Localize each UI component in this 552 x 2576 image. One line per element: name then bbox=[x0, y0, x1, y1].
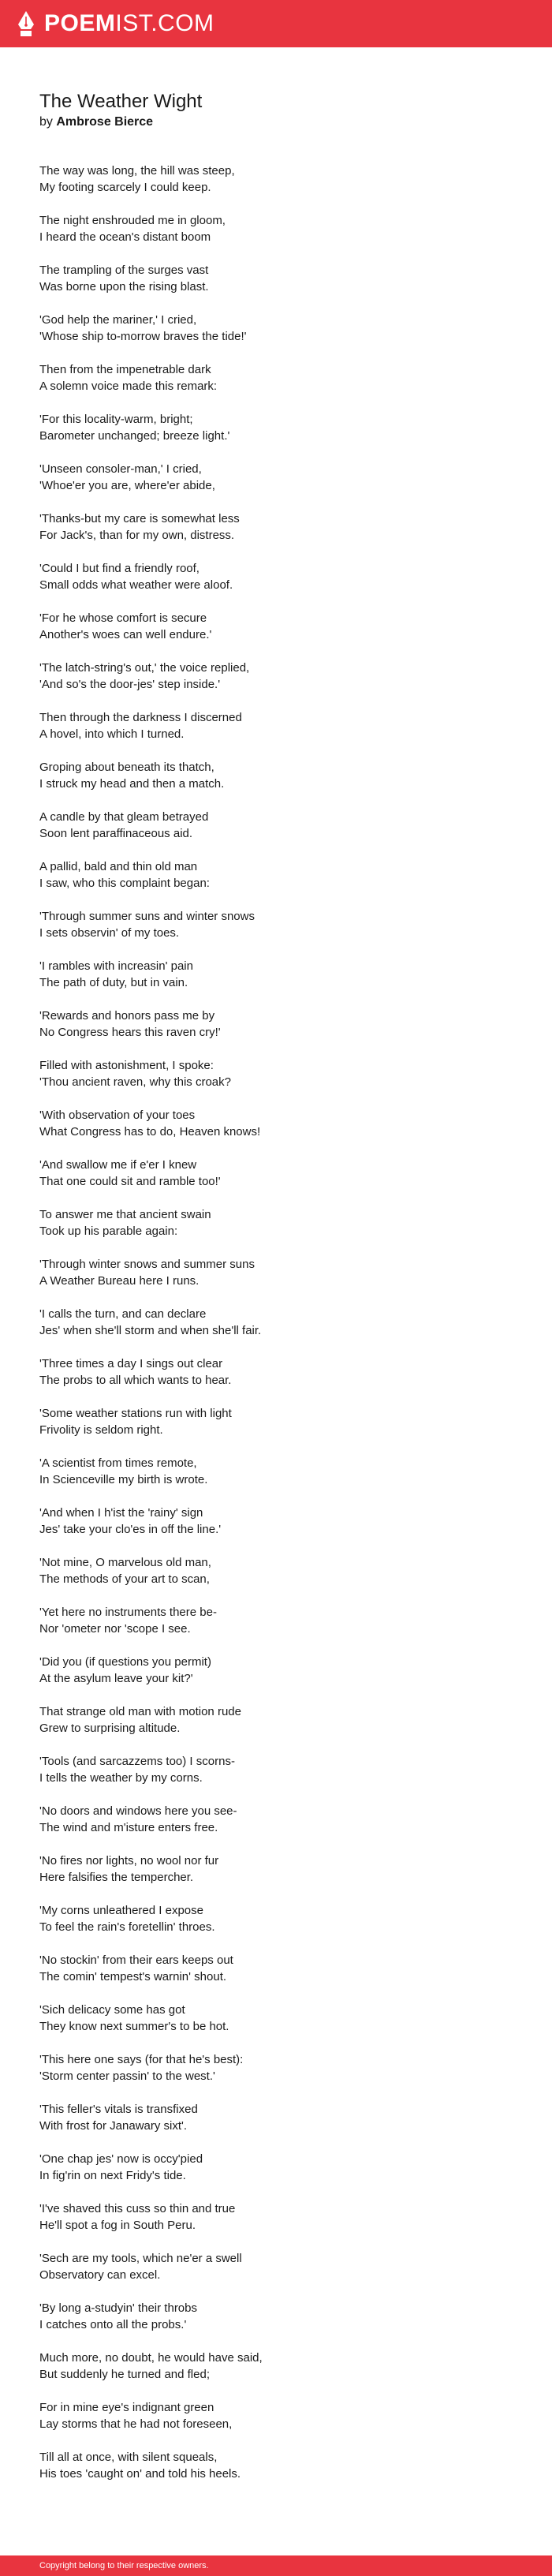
poem-line: I struck my head and then a match. bbox=[39, 777, 225, 791]
poem-line: 'And so's the door-jes' step inside.' bbox=[39, 678, 221, 691]
poem-line: The probs to all which wants to hear. bbox=[39, 1374, 232, 1387]
poem-line: To answer me that ancient swain bbox=[39, 1208, 211, 1221]
logo-bold-part: POEM bbox=[44, 10, 116, 36]
poem-line: 'A scientist from times remote, bbox=[39, 1456, 197, 1470]
poem-line: But suddenly he turned and fled; bbox=[39, 2368, 210, 2381]
poem-article bbox=[39, 91, 513, 2499]
poem-line: 'For this locality-warm, bright; bbox=[39, 413, 193, 426]
stanza bbox=[39, 2051, 513, 2084]
stanza bbox=[39, 1008, 513, 1041]
stanza bbox=[39, 1057, 513, 1090]
poem-line: Till all at once, with silent squeals, bbox=[39, 2451, 218, 2464]
stanza bbox=[39, 163, 513, 196]
stanza bbox=[39, 1405, 513, 1438]
poem-line: They know next summer's to be hot. bbox=[39, 2020, 229, 2033]
poem-line: Jes' take your clo'es in off the line.' bbox=[39, 1523, 222, 1536]
stanza bbox=[39, 610, 513, 643]
stanza bbox=[39, 2200, 513, 2234]
stanza bbox=[39, 958, 513, 991]
stanza bbox=[39, 1853, 513, 1886]
stanza bbox=[39, 1306, 513, 1339]
poem-line: 'And when I h'ist the 'rainy' sign bbox=[39, 1506, 203, 1520]
poem-line: With frost for Janawary sixt'. bbox=[39, 2119, 188, 2133]
poem-line: To feel the rain's foretellin' throes. bbox=[39, 1920, 215, 1934]
logo-light-part: IST.COM bbox=[115, 10, 214, 36]
stanza bbox=[39, 1753, 513, 1786]
stanza bbox=[39, 361, 513, 394]
poem-line: 'No doors and windows here you see- bbox=[39, 1804, 237, 1818]
stanza bbox=[39, 2101, 513, 2134]
poem-line: 'Rewards and honors pass me by bbox=[39, 1009, 215, 1023]
stanza bbox=[39, 1654, 513, 1687]
poem-line: 'Unseen consoler-man,' I cried, bbox=[39, 462, 202, 476]
stanza bbox=[39, 2300, 513, 2333]
stanza bbox=[39, 2399, 513, 2432]
poem-line: 'Did you (if questions you permit) bbox=[39, 1655, 211, 1669]
poem-line: Barometer unchanged; breeze light.' bbox=[39, 429, 230, 443]
stanza bbox=[39, 1902, 513, 1935]
poem-line: At the asylum leave your kit?' bbox=[39, 1672, 193, 1685]
poem-line: Filled with astonishment, I spoke: bbox=[39, 1059, 214, 1072]
stanza bbox=[39, 2250, 513, 2283]
stanza bbox=[39, 560, 513, 593]
poem-line: The trampling of the surges vast bbox=[39, 264, 209, 277]
poem-line: I heard the ocean's distant boom bbox=[39, 230, 211, 244]
poem-line: My footing scarcely I could keep. bbox=[39, 181, 211, 194]
stanza bbox=[39, 1604, 513, 1637]
poem-line: Nor 'ometer nor 'scope I see. bbox=[39, 1622, 191, 1636]
stanza bbox=[39, 1206, 513, 1239]
poem-line: 'The latch-string's out,' the voice replied, bbox=[39, 661, 250, 675]
poem-line: Jes' when she'll storm and when she'll fair. bbox=[39, 1324, 262, 1337]
poem-line: No Congress hears this raven cry!' bbox=[39, 1026, 221, 1039]
poem-line: The path of duty, but in vain. bbox=[39, 976, 188, 989]
stanza bbox=[39, 1157, 513, 1190]
stanza bbox=[39, 262, 513, 295]
poem-line: That strange old man with motion rude bbox=[39, 1705, 241, 1718]
poem-line: 'One chap jes' now is occy'pied bbox=[39, 2152, 203, 2166]
stanza bbox=[39, 858, 513, 892]
byline-prefix: by bbox=[39, 115, 53, 129]
poem-line: He'll spot a fog in South Peru. bbox=[39, 2219, 196, 2232]
poem-line: 'I've shaved this cuss so thin and true bbox=[39, 2202, 236, 2215]
stanza bbox=[39, 2151, 513, 2184]
stanza bbox=[39, 2350, 513, 2383]
copyright-notice: Copyright belong to their respective owners. bbox=[39, 2561, 209, 2570]
site-footer bbox=[0, 2555, 552, 2576]
poem-line: I saw, who this complaint began: bbox=[39, 877, 210, 890]
poem-body bbox=[39, 163, 513, 2482]
site-header bbox=[0, 0, 552, 47]
poem-line: 'No fires nor lights, no wool nor fur bbox=[39, 1854, 219, 1868]
poem-line: 'By long a-studyin' their throbs bbox=[39, 2301, 197, 2315]
poem-line: 'With observation of your toes bbox=[39, 1109, 196, 1122]
stanza bbox=[39, 1505, 513, 1538]
stanza bbox=[39, 660, 513, 693]
poem-line: 'Some weather stations run with light bbox=[39, 1407, 232, 1420]
stanza bbox=[39, 461, 513, 494]
poem-line: 'Three times a day I sings out clear bbox=[39, 1357, 223, 1370]
poem-line: That one could sit and ramble too!' bbox=[39, 1175, 221, 1188]
poem-line: 'Through summer suns and winter snows bbox=[39, 910, 255, 923]
poem-line: 'Whose ship to-morrow braves the tide!' bbox=[39, 330, 247, 343]
site-logo-link[interactable] bbox=[17, 0, 214, 47]
stanza bbox=[39, 1355, 513, 1389]
poem-line: 'God help the mariner,' I cried, bbox=[39, 313, 197, 327]
poem-line: I tells the weather by my corns. bbox=[39, 1771, 203, 1785]
site-logo-text bbox=[44, 12, 214, 36]
poem-line: 'And swallow me if e'er I knew bbox=[39, 1158, 197, 1172]
poem-line: 'Whoe'er you are, where'er abide, bbox=[39, 479, 215, 492]
poem-line: A hovel, into which I turned. bbox=[39, 727, 185, 741]
poem-line: 'Tools (and sarcazzems too) I scorns- bbox=[39, 1755, 235, 1768]
stanza bbox=[39, 1803, 513, 1836]
poem-line: 'Yet here no instruments there be- bbox=[39, 1606, 217, 1619]
poem-line: In Scienceville my birth is wrote. bbox=[39, 1473, 208, 1486]
author-name[interactable]: Ambrose Bierce bbox=[56, 115, 154, 129]
stanza bbox=[39, 2449, 513, 2482]
poem-line: A candle by that gleam betrayed bbox=[39, 810, 209, 824]
poem-line: Here falsifies the tempercher. bbox=[39, 1871, 194, 1884]
fountain-pen-nib-icon bbox=[17, 10, 35, 37]
stanza bbox=[39, 1554, 513, 1587]
stanza bbox=[39, 1703, 513, 1737]
poem-line: Groping about beneath its thatch, bbox=[39, 761, 214, 774]
poem-line: The comin' tempest's warnin' shout. bbox=[39, 1970, 227, 1983]
poem-title: The Weather Wight bbox=[39, 91, 203, 112]
stanza bbox=[39, 809, 513, 842]
poem-line: In fig'rin on next Fridy's tide. bbox=[39, 2169, 186, 2182]
poem-line: Took up his parable again: bbox=[39, 1224, 178, 1238]
poem-line: 'Thanks-but my care is somewhat less bbox=[39, 512, 240, 525]
poem-line: What Congress has to do, Heaven knows! bbox=[39, 1125, 261, 1138]
stanza bbox=[39, 1107, 513, 1140]
poem-line: Another's woes can well endure.' bbox=[39, 628, 212, 641]
poem-line: I sets observin' of my toes. bbox=[39, 926, 180, 940]
poem-line: Soon lent paraffinaceous aid. bbox=[39, 827, 193, 840]
stanza bbox=[39, 1256, 513, 1289]
poem-line: I catches onto all the probs.' bbox=[39, 2318, 187, 2331]
poem-line: Lay storms that he had not foreseen, bbox=[39, 2417, 233, 2431]
stanza bbox=[39, 759, 513, 792]
poem-line: Grew to surprising altitude. bbox=[39, 1722, 181, 1735]
poem-line: 'Could I but find a friendly roof, bbox=[39, 562, 200, 575]
poem-line: 'I calls the turn, and can declare bbox=[39, 1307, 207, 1321]
stanza bbox=[39, 1952, 513, 1985]
poem-line: A Weather Bureau here I runs. bbox=[39, 1274, 200, 1288]
stanza bbox=[39, 2002, 513, 2035]
poem-line: A pallid, bald and thin old man bbox=[39, 860, 198, 873]
poem-line: Frivolity is seldom right. bbox=[39, 1423, 163, 1437]
byline bbox=[39, 114, 513, 130]
poem-line: The methods of your art to scan, bbox=[39, 1572, 210, 1586]
poem-line: Then from the impenetrable dark bbox=[39, 363, 211, 376]
poem-line: The way was long, the hill was steep, bbox=[39, 164, 235, 178]
poem-line: 'This here one says (for that he's best): bbox=[39, 2053, 244, 2066]
poem-line: Small odds what weather were aloof. bbox=[39, 578, 233, 592]
poem-line: His toes 'caught on' and told his heels. bbox=[39, 2467, 241, 2481]
poem-line: 'Thou ancient raven, why this croak? bbox=[39, 1075, 231, 1089]
poem-line: 'My corns unleathered I expose bbox=[39, 1904, 203, 1917]
stanza bbox=[39, 212, 513, 245]
poem-line: 'Not mine, O marvelous old man, bbox=[39, 1556, 211, 1569]
poem-line: Was borne upon the rising blast. bbox=[39, 280, 209, 293]
poem-line: 'Sich delicacy some has got bbox=[39, 2003, 185, 2017]
poem-line: 'Sech are my tools, which ne'er a swell bbox=[39, 2252, 242, 2265]
poem-line: A solemn voice made this remark: bbox=[39, 379, 218, 393]
poem-line: The wind and m'isture enters free. bbox=[39, 1821, 218, 1834]
stanza bbox=[39, 1455, 513, 1488]
poem-line: 'Storm center passin' to the west.' bbox=[39, 2069, 215, 2083]
stanza bbox=[39, 411, 513, 444]
poem-line: 'I rambles with increasin' pain bbox=[39, 959, 193, 973]
poem-line: Then through the darkness I discerned bbox=[39, 711, 242, 724]
stanza bbox=[39, 709, 513, 742]
poem-line: 'No stockin' from their ears keeps out bbox=[39, 1953, 233, 1967]
poem-line: 'This feller's vitals is transfixed bbox=[39, 2103, 198, 2116]
poem-line: 'Through winter snows and summer suns bbox=[39, 1258, 255, 1271]
poem-line: For in mine eye's indignant green bbox=[39, 2401, 214, 2414]
stanza bbox=[39, 510, 513, 544]
poem-line: 'For he whose comfort is secure bbox=[39, 611, 207, 625]
poem-line: For Jack's, than for my own, distress. bbox=[39, 529, 235, 542]
poem-line: Much more, no doubt, he would have said, bbox=[39, 2351, 263, 2365]
stanza bbox=[39, 908, 513, 941]
stanza bbox=[39, 312, 513, 345]
poem-line: Observatory can excel. bbox=[39, 2268, 161, 2282]
poem-line: The night enshrouded me in gloom, bbox=[39, 214, 226, 227]
